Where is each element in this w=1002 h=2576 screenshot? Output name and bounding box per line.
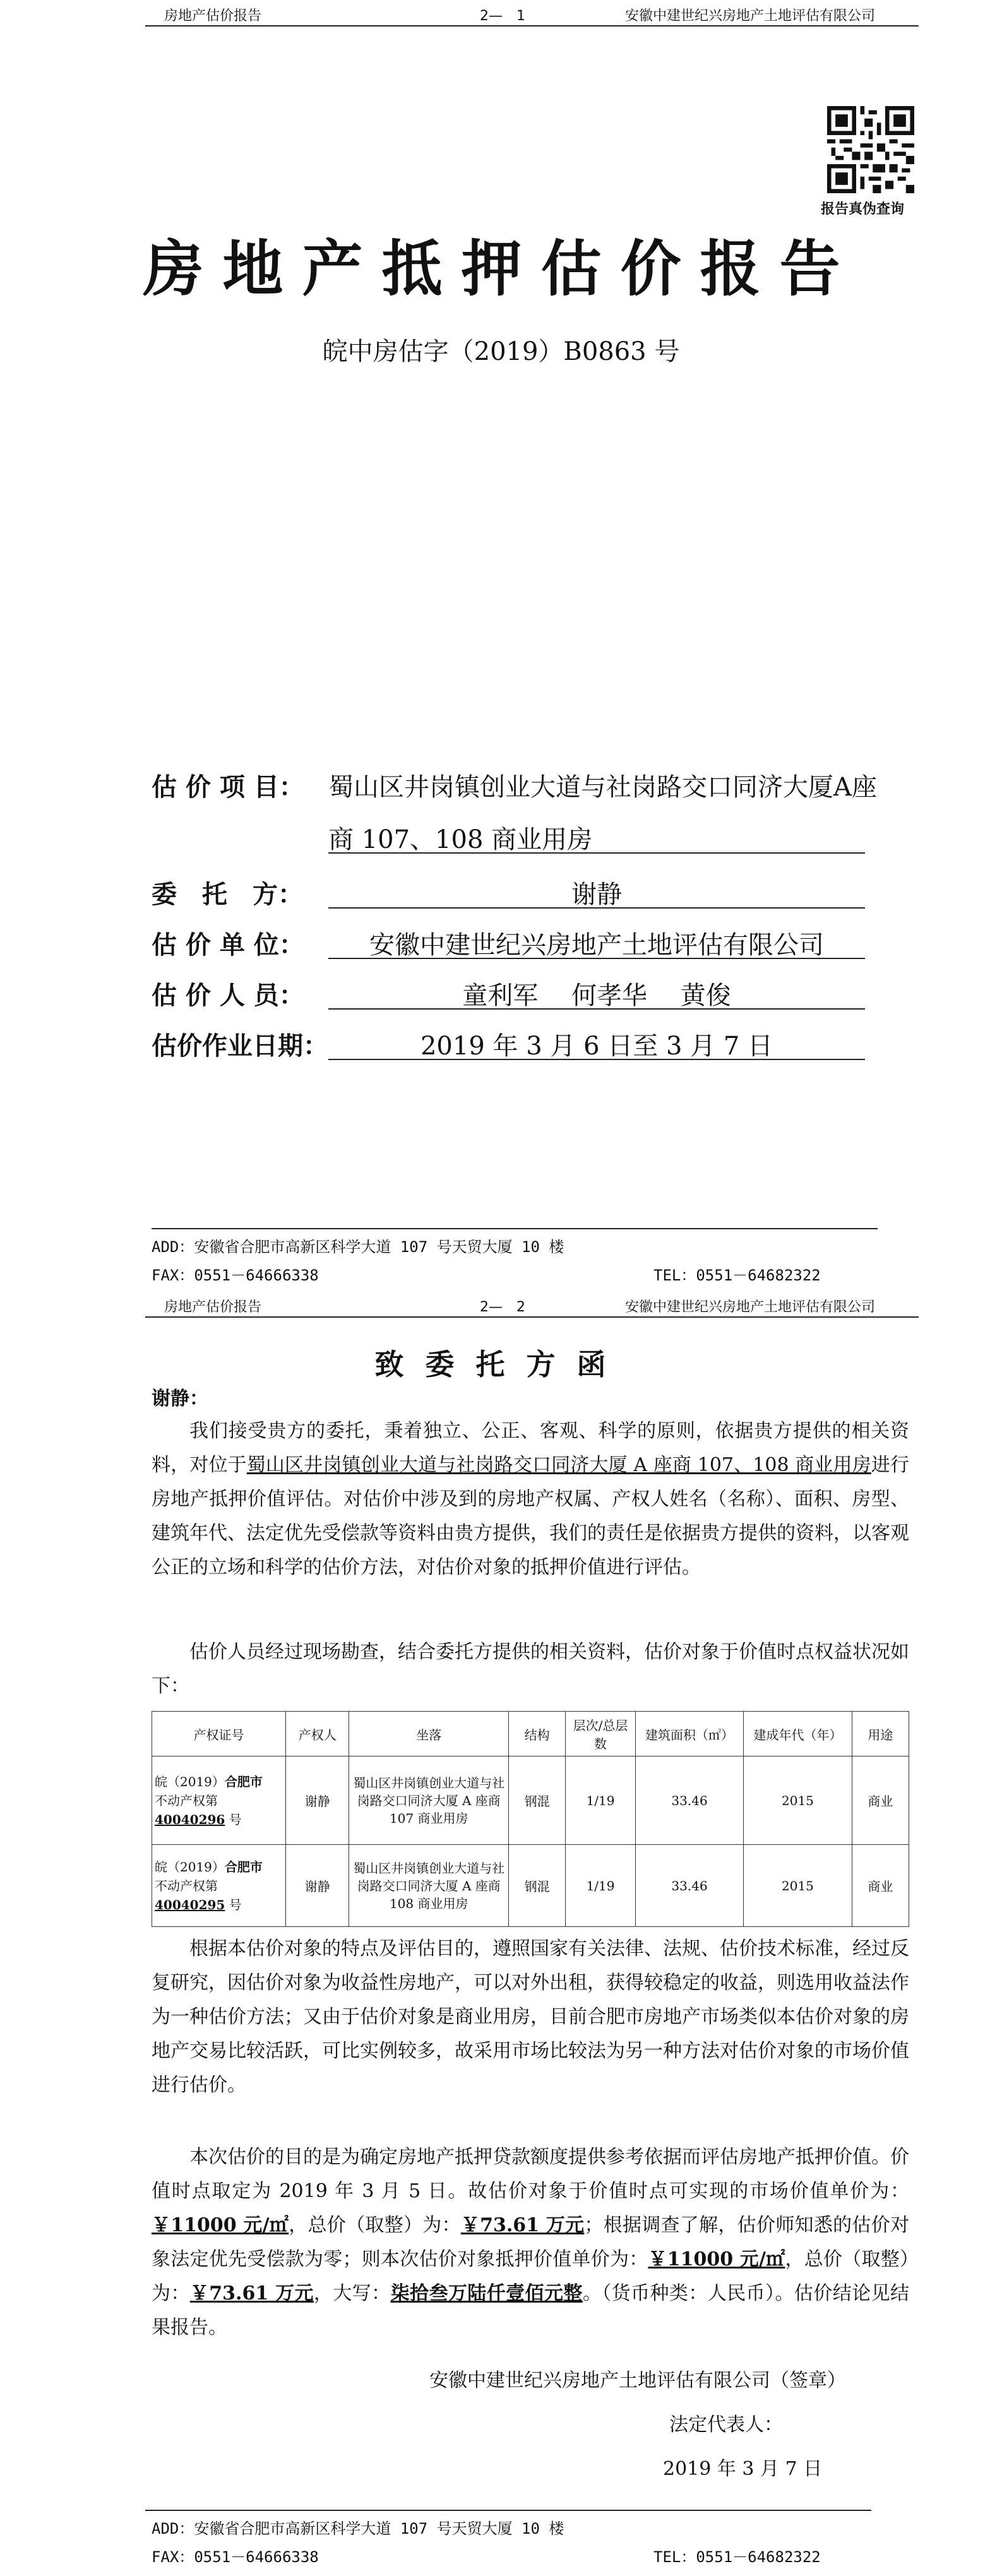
cert-prefix: 皖（2019） — [155, 1774, 225, 1789]
project-underline — [328, 852, 865, 854]
year-cell: 2015 — [744, 1845, 852, 1927]
unit-value: 安徽中建世纪兴房地产土地评估有限公司 — [369, 931, 824, 960]
area-cell: 33.46 — [635, 1756, 743, 1845]
page2-footer-tel: TEL：0551－64682322 — [653, 2548, 821, 2566]
market-unit-price: ￥11000 元/㎡ — [152, 2214, 289, 2236]
page1-footer-rule — [152, 1228, 878, 1229]
structure-cell: 钢混 — [509, 1756, 566, 1845]
market-total-price: ￥73.61 万元 — [460, 2214, 585, 2236]
cert-suffix: 号 — [225, 1811, 242, 1827]
paragraph-1-property-location: 蜀山区井岗镇创业大道与社岗路交口同济大厦 A 座商 107、108 商业用房 — [246, 1454, 871, 1476]
total-price-in-words: 柒拾叁万陆仟壹佰元整 — [390, 2282, 583, 2305]
owner-cell: 谢静 — [286, 1756, 349, 1845]
cert-city: 合肥市 — [224, 1859, 263, 1875]
floor-cell: 1/19 — [566, 1756, 636, 1845]
table-header-cell: 产权人 — [286, 1712, 349, 1756]
project-label: 估 价 项 目： — [152, 773, 304, 802]
location-cell: 蜀山区井岗镇创业大道与社岗路交口同济大厦 A 座商 107 商业用房 — [349, 1756, 509, 1845]
paragraph-1 — [152, 1414, 909, 1585]
structure-cell: 钢混 — [509, 1845, 566, 1927]
paragraph-1-text-a: 我们接受贵方的委托，秉着独立、公正、客观、科学的原则，依据贵方提供的相关资料，对位于 — [152, 1420, 909, 1476]
page1-header — [145, 0, 919, 27]
cert-prefix: 皖（2019） — [155, 1859, 225, 1875]
table-header-cell: 层次/总层数 — [566, 1712, 636, 1756]
table-header-row — [152, 1712, 909, 1756]
client-underline — [328, 907, 865, 909]
cert-number-cell — [152, 1845, 286, 1927]
staff-value: 童利军 何孝华 黄俊 — [462, 981, 731, 1010]
project-value-line1: 蜀山区井岗镇创业大道与社岗路交口同济大厦A座 — [328, 773, 877, 802]
client-label: 委 托 方： — [152, 880, 303, 909]
project-value-line2: 商 107、108 商业用房 — [328, 825, 593, 854]
date-value: 2019 年 3 月 6 日至 3 月 7 日 — [420, 1032, 773, 1061]
date-underline — [328, 1059, 865, 1060]
floor-cell: 1/19 — [566, 1845, 636, 1927]
cert-no: 40040295 — [155, 1897, 225, 1912]
year-cell: 2015 — [744, 1756, 852, 1845]
cert-suffix: 号 — [225, 1897, 242, 1912]
date-label: 估价作业日期： — [152, 1032, 328, 1061]
mortgage-total-price: ￥73.61 万元 — [189, 2282, 314, 2305]
qr-caption: 报告真伪查询 — [821, 201, 905, 217]
table-row — [152, 1845, 909, 1927]
cert-number-cell — [152, 1756, 286, 1845]
unit-label: 估 价 单 位： — [152, 931, 304, 960]
unit-underline — [328, 958, 865, 959]
table-row — [152, 1756, 909, 1845]
page1-footer-tel: TEL：0551－64682322 — [653, 1267, 821, 1284]
table-header-cell: 坐落 — [349, 1712, 509, 1756]
paragraph-1-text-b: 进行房地产抵押价值评估。对估价中涉及到的房地产权属、产权人姓名（名称）、面积、房型、建筑年代、法定优先受偿款等资料由贵方提供，我们的责任是依据贵方提供的资料，以客观公正的立场和科学的估价方法，对估价对象的抵押价值进行评估。 — [152, 1454, 909, 1578]
cert-mid: 不动产权第 — [155, 1792, 218, 1808]
document-number: 皖中房估字（2019）B0863 号 — [322, 337, 680, 366]
use-cell: 商业 — [852, 1756, 909, 1845]
mortgage-unit-price: ￥11000 元/㎡ — [648, 2248, 785, 2270]
staff-underline — [328, 1008, 865, 1010]
paragraph-4-text-f: 。（货币种类：人民币）。估价结论见结果报告。 — [152, 2282, 909, 2339]
client-value: 谢静 — [571, 880, 622, 909]
page2-header — [145, 1291, 919, 1318]
paragraph-4-text-a: 本次估价的目的是为确定房地产抵押贷款额度提供参考依据而评估房地产抵押价值。价值时点取定为 2019 年 3 月 5 日。故估价对象于价值时点可实现的市场价值单价为： — [152, 2146, 909, 2202]
header-left-text: 房地产估价报告 — [164, 1299, 262, 1315]
page1-footer-fax: FAX：0551－64666338 — [152, 1267, 319, 1284]
property-table — [152, 1711, 909, 1927]
table-header-cell: 用途 — [852, 1712, 909, 1756]
qr-code-image[interactable] — [827, 106, 914, 193]
salutation: 谢静： — [152, 1388, 208, 1410]
paragraph-4-text-b: ，总价（取整）为： — [289, 2214, 461, 2236]
staff-label: 估 价 人 员： — [152, 981, 304, 1010]
header-page-number: 2— 1 — [480, 8, 525, 24]
letter-title: 致委托方函 — [374, 1347, 628, 1381]
header-page-number: 2— 2 — [480, 1299, 525, 1315]
area-cell: 33.46 — [635, 1845, 743, 1927]
table-header-cell: 建成年代（年） — [744, 1712, 852, 1756]
header-left-text: 房地产估价报告 — [164, 8, 262, 24]
table-header-cell: 结构 — [509, 1712, 566, 1756]
signature-legal-rep: 法定代表人： — [669, 2414, 783, 2436]
cert-mid: 不动产权第 — [155, 1878, 218, 1893]
use-cell: 商业 — [852, 1845, 909, 1927]
header-right-text: 安徽中建世纪兴房地产土地评估有限公司 — [625, 8, 876, 24]
signature-date: 2019 年 3 月 7 日 — [663, 2458, 823, 2480]
header-right-text: 安徽中建世纪兴房地产土地评估有限公司 — [625, 1299, 876, 1315]
page1-footer-address: ADD：安徽省合肥市高新区科学大道 107 号天贸大厦 10 楼 — [152, 1238, 564, 1256]
signature-company: 安徽中建世纪兴房地产土地评估有限公司（签章） — [429, 2370, 846, 2392]
paragraph-4-text-c: ；根据调查了解，估价师知悉的估价对象法定优先受偿款为零；则本次估价对象抵押价值单价为： — [152, 2214, 909, 2270]
location-cell: 蜀山区井岗镇创业大道与社岗路交口同济大厦 A 座商 108 商业用房 — [349, 1845, 509, 1927]
cert-no: 40040296 — [155, 1811, 225, 1827]
table-header-cell: 建筑面积（㎡） — [635, 1712, 743, 1756]
paragraph-4-text-d: ，总价（取整）为： — [152, 2248, 910, 2305]
owner-cell: 谢静 — [286, 1845, 349, 1927]
paragraph-2: 估价人员经过现场勘查，结合委托方提供的相关资料，估价对象于价值时点权益状况如下： — [152, 1641, 909, 1697]
paragraph-3: 根据本估价对象的特点及评估目的，遵照国家有关法律、法规、估价技术标准，经过反复研究，因估价对象为收益性房地产，可以对外出租，获得较稳定的收益，则选用收益法作为一种估价方法；又由于估价对象是商业用房，目前合肥市房地产市场类似本估价对象的房地产交易比较活跃，可比实例较多，故采用市场比较法为另一种方法对估价对象的市场价值进行估价。 — [152, 1938, 909, 2096]
page2-footer-address: ADD：安徽省合肥市高新区科学大道 107 号天贸大厦 10 楼 — [152, 2520, 564, 2537]
cert-city: 合肥市 — [224, 1774, 263, 1789]
paragraph-4-text-e: ，大写： — [313, 2282, 391, 2305]
table-header-cell: 产权证号 — [152, 1712, 286, 1756]
page2-footer-fax: FAX：0551－64666338 — [152, 2548, 319, 2566]
paragraph-4 — [152, 2140, 909, 2345]
report-title: 房地产抵押估价报告 — [143, 233, 859, 304]
page2-footer-rule — [145, 2510, 871, 2511]
